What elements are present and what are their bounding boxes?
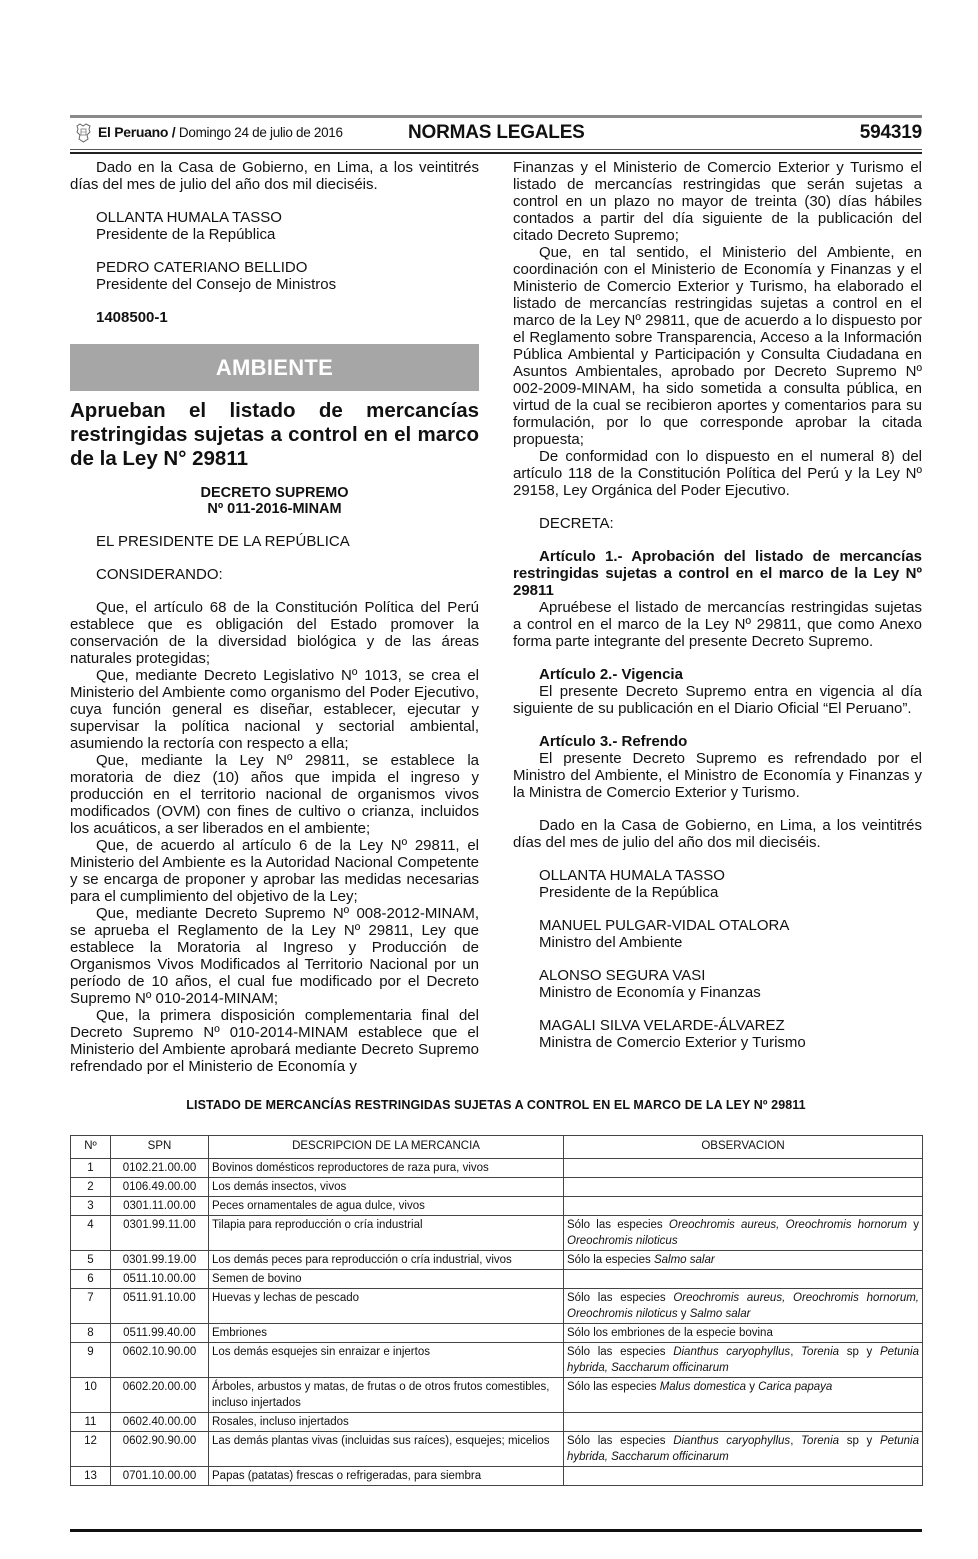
table-row	[71, 1289, 923, 1324]
signature-block	[513, 1017, 922, 1051]
publication-date: Domingo 24 de julio de 2016	[178, 125, 343, 140]
row-number: 1	[71, 1159, 111, 1178]
row-number: 2	[71, 1178, 111, 1197]
article-body: Apruébese el listado de mercancías restringidas sujetas a control en el marco de la Ley Nº 29811, que como Anexo forma parte integrante del presente Decreto Supremo.	[513, 599, 922, 650]
annex-table-title: LISTADO DE MERCANCÍAS RESTRINGIDAS SUJETAS A CONTROL EN EL MARCO DE LA LEY Nº 29811	[186, 1098, 806, 1112]
row-description: Semen de bovino	[209, 1270, 564, 1289]
row-spn: 0602.90.90.00	[111, 1432, 209, 1467]
paragraph: Que, mediante Decreto Legislativo Nº 1013, se crea el Ministerio del Ambiente como organismo del Poder Ejecutivo, cuya función general es diseñar, establecer, ejecutar y supervisar la política nacional y sectorial ambiental, asumiendo la rectoría con respecto a ella;	[70, 667, 479, 752]
table-row	[71, 1251, 923, 1270]
row-spn: 0301.99.11.00	[111, 1216, 209, 1251]
row-spn: 0602.20.00.00	[111, 1378, 209, 1413]
column-header-observation: OBSERVACION	[564, 1136, 923, 1159]
row-number: 12	[71, 1432, 111, 1467]
column-header-description: DESCRIPCION DE LA MERCANCIA	[209, 1136, 564, 1159]
previous-decree-closing: Dado en la Casa de Gobierno, en Lima, a los veintitrés días del mes de julio del año dos mil dieciséis.	[70, 159, 479, 193]
row-description: Embriones	[209, 1324, 564, 1343]
row-number: 3	[71, 1197, 111, 1216]
row-description: Las demás plantas vivas (incluidas sus raíces), esquejes; micelios	[209, 1432, 564, 1467]
page-header	[70, 121, 922, 147]
row-spn: 0106.49.00.00	[111, 1178, 209, 1197]
row-description: Los demás esquejes sin enraizar e injertos	[209, 1343, 564, 1378]
paragraph-continuation: Finanzas y el Ministerio de Comercio Exterior y Turismo el listado de mercancías restringidas que serán sujetas a control en un plazo no mayor de treinta (30) días hábiles contados a partir del día siguiente de la publicación del citado Decreto Supremo;	[513, 159, 922, 244]
row-spn: 0602.40.00.00	[111, 1413, 209, 1432]
paragraph: Que, la primera disposición complementaria final del Decreto Supremo Nº 010-2014-MINAM establece que el Ministerio del Ambiente aprobará mediante Decreto Supremo refrendado por el Ministerio de Economía y	[70, 1007, 479, 1075]
signatory-title: Ministro de Economía y Finanzas	[539, 984, 761, 1001]
table-row	[71, 1343, 923, 1378]
row-number: 6	[71, 1270, 111, 1289]
merchandise-table	[70, 1135, 923, 1486]
table-row	[71, 1324, 923, 1343]
article-body: El presente Decreto Supremo es refrendado por el Ministro del Ambiente, el Ministro de Economía y Finanzas y la Ministra de Comercio Exterior y Turismo.	[513, 750, 922, 801]
signatory-name: ALONSO SEGURA VASI	[539, 967, 706, 984]
table-row	[71, 1413, 923, 1432]
signatory-title: Ministra de Comercio Exterior y Turismo	[539, 1034, 806, 1051]
page-bottom-rule	[70, 1529, 922, 1532]
column-header-spn: SPN	[111, 1136, 209, 1159]
row-number: 13	[71, 1467, 111, 1486]
row-spn: 0511.10.00.00	[111, 1270, 209, 1289]
row-spn: 0602.10.90.00	[111, 1343, 209, 1378]
header-rule-bottom-thick	[70, 152, 922, 154]
row-observation: Sólo las especies Malus domestica y Carica papaya	[564, 1378, 923, 1413]
row-spn: 0301.11.00.00	[111, 1197, 209, 1216]
signature-block	[513, 867, 922, 901]
article-title: Artículo 2.- Vigencia	[539, 666, 683, 683]
signatory-title: Presidente de la República	[96, 226, 276, 243]
row-observation	[564, 1197, 923, 1216]
considering-heading: CONSIDERANDO:	[96, 566, 223, 583]
table-row	[71, 1197, 923, 1216]
signatory-title: Ministro del Ambiente	[539, 934, 683, 951]
row-description: Árboles, arbustos y matas, de frutas o de otros frutos comestibles, incluso injertados	[209, 1378, 564, 1413]
signature-block	[513, 917, 922, 951]
publication-name: El Peruano	[98, 124, 169, 140]
row-spn: 0511.91.10.00	[111, 1289, 209, 1324]
row-description: Tilapia para reproducción o cría industrial	[209, 1216, 564, 1251]
reference-number: 1408500-1	[96, 309, 168, 326]
signatory-name: OLLANTA HUMALA TASSO	[539, 867, 725, 884]
signatory-name: OLLANTA HUMALA TASSO	[96, 209, 282, 226]
signature-block	[513, 967, 922, 1001]
row-description: Los demás peces para reproducción o cría industrial, vivos	[209, 1251, 564, 1270]
table-row	[71, 1159, 923, 1178]
column-header-number: Nº	[71, 1136, 111, 1159]
section-title: NORMAS LEGALES	[408, 122, 585, 143]
row-observation: Sólo las especies Oreochromis aureus, Oreochromis hornorum, Oreochromis niloticus y Salmo salar	[564, 1289, 923, 1324]
row-number: 8	[71, 1324, 111, 1343]
row-observation	[564, 1178, 923, 1197]
coat-of-arms-icon	[75, 123, 92, 143]
row-observation: Sólo las especies Oreochromis aureus, Oreochromis hornorum y Oreochromis niloticus	[564, 1216, 923, 1251]
right-column	[513, 159, 922, 1051]
row-number: 9	[71, 1343, 111, 1378]
header-rule-bottom	[70, 149, 922, 150]
paragraph: Que, en tal sentido, el Ministerio del Ambiente, en coordinación con el Ministerio de Economía y Finanzas y el Ministerio de Comercio Exterior y Turismo, ha elaborado el listado de mercancías restringidas sujetas a control en el marco de la Ley Nº 29811, que de acuerdo a lo dispuesto por el Reglamento sobre Transparencia, Acceso a la Información Pública Ambiental y Participación y Consulta Ciudadana en Asuntos Ambientales, aprobado por Decreto Supremo Nº 002-2009-MINAM, ha sido sometida a consulta pública, en virtud de la cual se recibieron aportes y comentarios para su formulación, por lo que corresponde aprobar la citada propuesta;	[513, 244, 922, 448]
article-body: El presente Decreto Supremo entra en vigencia al día siguiente de su publicación en el Diario Oficial “El Peruano”.	[513, 683, 922, 717]
row-description: Huevas y lechas de pescado	[209, 1289, 564, 1324]
row-observation: Sólo las especies Dianthus caryophyllus, Torenia sp y Petunia hybrida, Saccharum officinarum	[564, 1343, 923, 1378]
decree-number: Nº 011-2016-MINAM	[207, 501, 342, 517]
table-row	[71, 1178, 923, 1197]
signatory-name: PEDRO CATERIANO BELLIDO	[96, 259, 308, 276]
row-observation: Sólo los embriones de la especie bovina	[564, 1324, 923, 1343]
table-header-row	[71, 1136, 923, 1159]
paragraph: Que, mediante la Ley Nº 29811, se establece la moratoria de diez (10) años que impida el ingreso y producción en el territorio nacional de organismos vivos modificados (OVM) con fines de cultivo o crianza, incluidos los acuáticos, a ser liberados en el ambiente;	[70, 752, 479, 837]
row-observation	[564, 1270, 923, 1289]
decreta-heading: DECRETA:	[539, 515, 614, 532]
row-description: Bovinos domésticos reproductores de raza pura, vivos	[209, 1159, 564, 1178]
row-spn: 0511.99.40.00	[111, 1324, 209, 1343]
article-title: Artículo 1.- Aprobación del listado de mercancías restringidas sujetas a control en el marco de la Ley Nº 29811	[513, 548, 922, 599]
row-observation: Sólo las especies Dianthus caryophyllus, Torenia sp y Petunia hybrida, Saccharum officinarum	[564, 1432, 923, 1467]
row-number: 11	[71, 1413, 111, 1432]
signature-block	[70, 209, 479, 243]
signatory-name: MANUEL PULGAR-VIDAL OTALORA	[539, 917, 790, 934]
table-row	[71, 1270, 923, 1289]
row-description: Peces ornamentales de agua dulce, vivos	[209, 1197, 564, 1216]
paragraph: Que, de acuerdo al artículo 6 de la Ley Nº 29811, el Ministerio del Ambiente es la Autoridad Nacional Competente y se encarga de proponer y aprobar las medidas necesarias para el cumplimiento del objetivo de la Ley;	[70, 837, 479, 905]
table-row	[71, 1378, 923, 1413]
left-column	[70, 159, 479, 1075]
signature-block	[70, 259, 479, 293]
row-description: Rosales, incluso injertados	[209, 1413, 564, 1432]
paragraph: Que, mediante Decreto Supremo Nº 008-2012-MINAM, se aprueba el Reglamento de la Ley Nº 29811, Ley que establece la Moratoria al Ingreso y Producción de Organismos Vivos Modificados al Territorio Nacional por un período de 10 años, el cual fue modificado por el Decreto Supremo Nº 010-2014-MINAM;	[70, 905, 479, 1007]
signatory-title: Presidente del Consejo de Ministros	[96, 276, 337, 293]
row-spn: 0701.10.00.00	[111, 1467, 209, 1486]
decree-title	[70, 485, 479, 517]
row-observation	[564, 1159, 923, 1178]
row-number: 4	[71, 1216, 111, 1251]
row-number: 5	[71, 1251, 111, 1270]
row-observation	[564, 1467, 923, 1486]
row-number: 10	[71, 1378, 111, 1413]
row-observation	[564, 1413, 923, 1432]
publication-dateline	[98, 124, 343, 140]
merchandise-table-body	[71, 1159, 923, 1486]
row-spn: 0102.21.00.00	[111, 1159, 209, 1178]
page-number: 594319	[859, 122, 922, 143]
section-banner: AMBIENTE	[70, 344, 479, 391]
dateline-separator: /	[171, 124, 176, 140]
paragraph: Que, el artículo 68 de la Constitución Política del Perú establece que es obligación del Estado promover la conservación de la diversidad biológica y de las áreas naturales protegidas;	[70, 599, 479, 667]
row-description: Papas (patatas) frescas o refrigeradas, para siembra	[209, 1467, 564, 1486]
decree-type: DECRETO SUPREMO	[200, 485, 349, 501]
issuer: EL PRESIDENTE DE LA REPÚBLICA	[96, 533, 350, 550]
signatory-title: Presidente de la República	[539, 884, 719, 901]
article-title: Artículo 3.- Refrendo	[539, 733, 688, 750]
table-row	[71, 1216, 923, 1251]
header-rule-top	[70, 115, 922, 118]
closing-paragraph: Dado en la Casa de Gobierno, en Lima, a los veintitrés días del mes de julio del año dos mil dieciséis.	[513, 817, 922, 851]
row-number: 7	[71, 1289, 111, 1324]
table-row	[71, 1467, 923, 1486]
article-headline: Aprueban el listado de mercancías restringidas sujetas a control en el marco de la Ley N° 29811	[70, 399, 479, 470]
table-row	[71, 1432, 923, 1467]
signatory-name: MAGALI SILVA VELARDE-ÁLVAREZ	[539, 1017, 785, 1034]
paragraph: De conformidad con lo dispuesto en el numeral 8) del artículo 118 de la Constitución Política del Perú y la Ley Nº 29158, Ley Orgánica del Poder Ejecutivo.	[513, 448, 922, 499]
row-spn: 0301.99.19.00	[111, 1251, 209, 1270]
row-description: Los demás insectos, vivos	[209, 1178, 564, 1197]
row-observation: Sólo la especies Salmo salar	[564, 1251, 923, 1270]
